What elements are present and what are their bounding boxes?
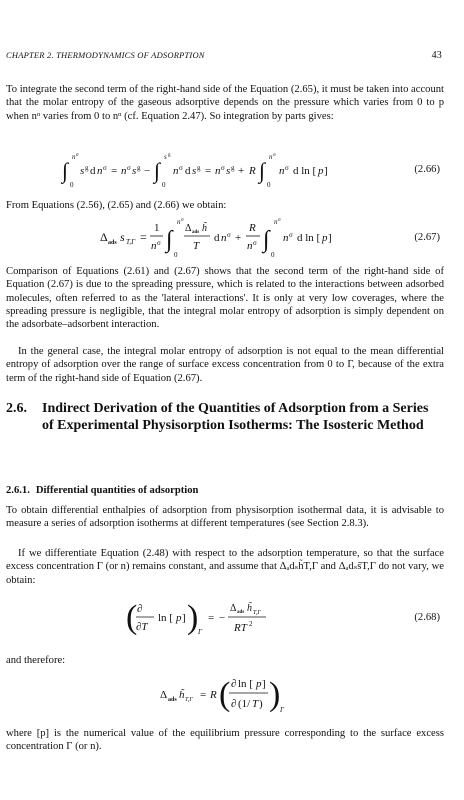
- svg-text:n: n: [173, 165, 179, 177]
- paragraph-general-case: [6, 345, 444, 385]
- svg-text:s: s: [132, 165, 137, 177]
- svg-text:∫: ∫: [166, 227, 173, 253]
- svg-text:n: n: [283, 232, 289, 244]
- svg-text:=: =: [140, 230, 147, 244]
- svg-text:): ): [269, 676, 281, 713]
- svg-text:p: p: [318, 165, 324, 177]
- svg-text:σ: σ: [157, 239, 161, 247]
- svg-text:Γ: Γ: [280, 706, 284, 714]
- svg-text:Δ: Δ: [100, 230, 108, 244]
- svg-text:n: n: [274, 218, 278, 226]
- svg-text:d ln [: d ln [: [297, 232, 321, 244]
- svg-text:=: =: [208, 612, 215, 624]
- svg-text:ads: ads: [237, 610, 245, 615]
- svg-text:]: ]: [262, 678, 266, 690]
- svg-text:d: d: [90, 165, 96, 177]
- svg-text:d: d: [214, 232, 220, 244]
- svg-text:Δ: Δ: [230, 603, 237, 614]
- running-head: [6, 50, 442, 64]
- svg-text:d ln [: d ln [: [293, 165, 317, 177]
- svg-text:∫: ∫: [62, 158, 69, 183]
- svg-text:T,Γ: T,Γ: [253, 610, 261, 616]
- svg-text:0: 0: [271, 251, 275, 259]
- svg-text:σ: σ: [278, 218, 281, 223]
- svg-text:ads: ads: [108, 240, 117, 246]
- chapter-title: CHAPTER 2. THERMODYNAMICS OF ADSORPTION: [6, 50, 205, 60]
- svg-text:∂: ∂: [231, 678, 237, 690]
- svg-text:σ: σ: [127, 164, 131, 172]
- svg-text:s: s: [226, 165, 231, 177]
- paragraph-from-equations: From Equations (2.56), (2.65) and (2.66) we obtain:: [6, 200, 227, 211]
- svg-text:σ: σ: [221, 164, 225, 172]
- paragraph-comparison-text: Comparison of Equations (2.61) and (2.67) shows that the second term of the right-hand side of Equation (2.67) is due to the spreading pressure, which is related to the interactions between adsorbed molecules, often referred to as the 'lateral interactions'. It is only at very low coverages, where the spreading pressure is negligible, that the integral molar entropy of adsorption is simply dependent on the adsorbate–adsorbent interaction.: [6, 266, 444, 331]
- svg-text:σ: σ: [285, 164, 289, 172]
- equation-number: (2.66): [414, 164, 440, 175]
- svg-text:n: n: [151, 240, 157, 252]
- svg-text:g: g: [168, 153, 171, 158]
- svg-text:g: g: [231, 164, 235, 172]
- svg-text:s: s: [120, 230, 125, 244]
- svg-text:σ: σ: [227, 231, 231, 239]
- page-number: 43: [431, 50, 442, 61]
- svg-text:p: p: [176, 612, 182, 624]
- svg-text:T: T: [193, 240, 200, 252]
- svg-text:∫: ∫: [263, 227, 270, 253]
- svg-text:=: =: [111, 165, 118, 177]
- svg-text:∂: ∂: [231, 698, 237, 710]
- svg-text:s: s: [80, 165, 85, 177]
- svg-text:]: ]: [324, 165, 328, 177]
- svg-text:ads: ads: [192, 230, 200, 235]
- svg-text:+: +: [238, 165, 245, 177]
- paragraph-integration-intro: To integrate the second term of the right-hand side of the Equation (2.65), it must be taken into account that the molar entropy of the gaseous adsorptive depends on the pressure which varies from 0 to p when nᵅ varies from 0 to nᵅ (cf. Equation 2.47). So integration by parts gives:: [6, 84, 444, 122]
- svg-text:Δ: Δ: [185, 223, 192, 234]
- svg-text:RT: RT: [234, 622, 247, 634]
- svg-text:n: n: [215, 165, 221, 177]
- svg-text:h̃: h̃: [179, 689, 185, 701]
- svg-text:): ): [187, 599, 199, 636]
- svg-text:∂T: ∂T: [136, 621, 148, 633]
- svg-text:s: s: [192, 165, 197, 177]
- svg-text:σ: σ: [289, 231, 293, 239]
- svg-text:T,Γ: T,Γ: [126, 238, 136, 246]
- svg-text:=: =: [205, 165, 212, 177]
- svg-text:T,Γ: T,Γ: [185, 697, 193, 703]
- svg-text:n: n: [247, 240, 253, 252]
- svg-text:h̃: h̃: [247, 603, 252, 614]
- svg-text:n: n: [177, 218, 181, 226]
- svg-text:n: n: [97, 165, 103, 177]
- svg-text:σ: σ: [76, 153, 79, 158]
- svg-text:(1/: (1/: [238, 698, 251, 710]
- svg-text:p: p: [256, 678, 262, 690]
- svg-text:g: g: [85, 164, 89, 172]
- svg-text:=: =: [200, 689, 207, 701]
- equation-2-66: [60, 150, 440, 190]
- svg-text:−: −: [144, 165, 151, 177]
- svg-text:(: (: [219, 676, 231, 713]
- svg-text:n: n: [72, 153, 76, 161]
- svg-text:g: g: [137, 164, 141, 172]
- equation-2-68: [60, 596, 440, 640]
- svg-text:2: 2: [249, 620, 253, 628]
- svg-text:σ: σ: [181, 218, 184, 223]
- paragraph-obtain-differential: To obtain differential enthalpies of adsorption from physisorption isothermal data, it is advisable to measure a series of adsorption isotherms at different temperatures (see Section 2.8.3).: [6, 505, 444, 530]
- svg-text:R: R: [210, 689, 217, 701]
- svg-text:d: d: [185, 165, 191, 177]
- equation-unnumbered: [60, 670, 440, 718]
- svg-text:n: n: [279, 165, 285, 177]
- equation-unnumbered-formula: [60, 670, 360, 718]
- svg-text:0: 0: [267, 181, 271, 189]
- svg-text:T: T: [252, 698, 259, 710]
- equation-number: (2.68): [414, 612, 440, 623]
- paragraph-general-case-text: In the general case, the integral molar entropy of adsorption is not equal to the mean differential entropy of adsorption over the range of surface excess concentration from 0 to Γ, because of the extra term of the right-hand side of Equation (2.67).: [6, 346, 444, 384]
- svg-text:n: n: [269, 153, 273, 161]
- subsection-number: 2.6.1.: [6, 485, 30, 496]
- svg-text:∫: ∫: [154, 158, 161, 183]
- svg-text:∫: ∫: [259, 158, 266, 183]
- svg-text:σ: σ: [103, 164, 107, 172]
- svg-text:0: 0: [70, 181, 74, 189]
- svg-text:ln [: ln [: [158, 612, 173, 624]
- equation-2-67-formula: [60, 214, 360, 262]
- svg-text:σ: σ: [273, 153, 276, 158]
- svg-text:ln [: ln [: [238, 678, 253, 690]
- paragraph-differentiate-text: If we differentiate Equation (2.48) with respect to the adsorption temperature, so that the surface excess concentration Γ (or n) remains constant, and assume that Δₐdₛh̃T,Γ and Δₐdₛs̃T,Γ do not vary, we obtain:: [6, 548, 444, 586]
- svg-text:∂: ∂: [137, 603, 143, 615]
- section-number: 2.6.: [6, 401, 27, 416]
- subsection-heading-2-6-1: [6, 485, 198, 496]
- svg-text:0: 0: [162, 181, 166, 189]
- svg-text:R: R: [249, 222, 256, 234]
- svg-text:Δ: Δ: [160, 689, 168, 701]
- svg-text:g: g: [197, 164, 201, 172]
- svg-text:1: 1: [154, 222, 160, 234]
- svg-text:]: ]: [328, 232, 332, 244]
- svg-text:h̃: h̃: [202, 223, 207, 234]
- equation-2-66-formula: [60, 150, 360, 190]
- equation-number: (2.67): [414, 232, 440, 243]
- svg-text:): ): [259, 698, 263, 710]
- svg-text:ads: ads: [168, 697, 177, 703]
- svg-text:s: s: [164, 153, 167, 161]
- section-title: Indirect Derivation of the Quantities of Adsorption from a Series of Experimental Physisorption Isotherms: The Isosteric Method: [42, 401, 429, 433]
- paragraph-where-p: where [p] is the numerical value of the equilibrium pressure corresponding to the surface excess concentration Γ (or n).: [6, 728, 444, 753]
- subsection-title: Differential quantities of adsorption: [35, 485, 199, 496]
- svg-text:]: ]: [182, 612, 186, 624]
- svg-text:n: n: [121, 165, 127, 177]
- svg-text:0: 0: [174, 251, 178, 259]
- svg-text:R: R: [249, 165, 256, 177]
- svg-text:σ: σ: [253, 239, 257, 247]
- paragraph-comparison: [6, 265, 444, 331]
- svg-text:(: (: [126, 599, 138, 636]
- equation-2-68-formula: [60, 596, 360, 640]
- svg-text:Γ: Γ: [198, 628, 202, 636]
- paragraph-and-therefore: and therefore:: [6, 655, 66, 666]
- svg-text:−: −: [219, 612, 226, 624]
- svg-text:+: +: [235, 232, 242, 244]
- svg-text:p: p: [322, 232, 328, 244]
- svg-text:σ: σ: [179, 164, 183, 172]
- svg-text:n: n: [221, 232, 227, 244]
- paragraph-differentiate: [6, 547, 444, 587]
- equation-2-67: [60, 214, 440, 262]
